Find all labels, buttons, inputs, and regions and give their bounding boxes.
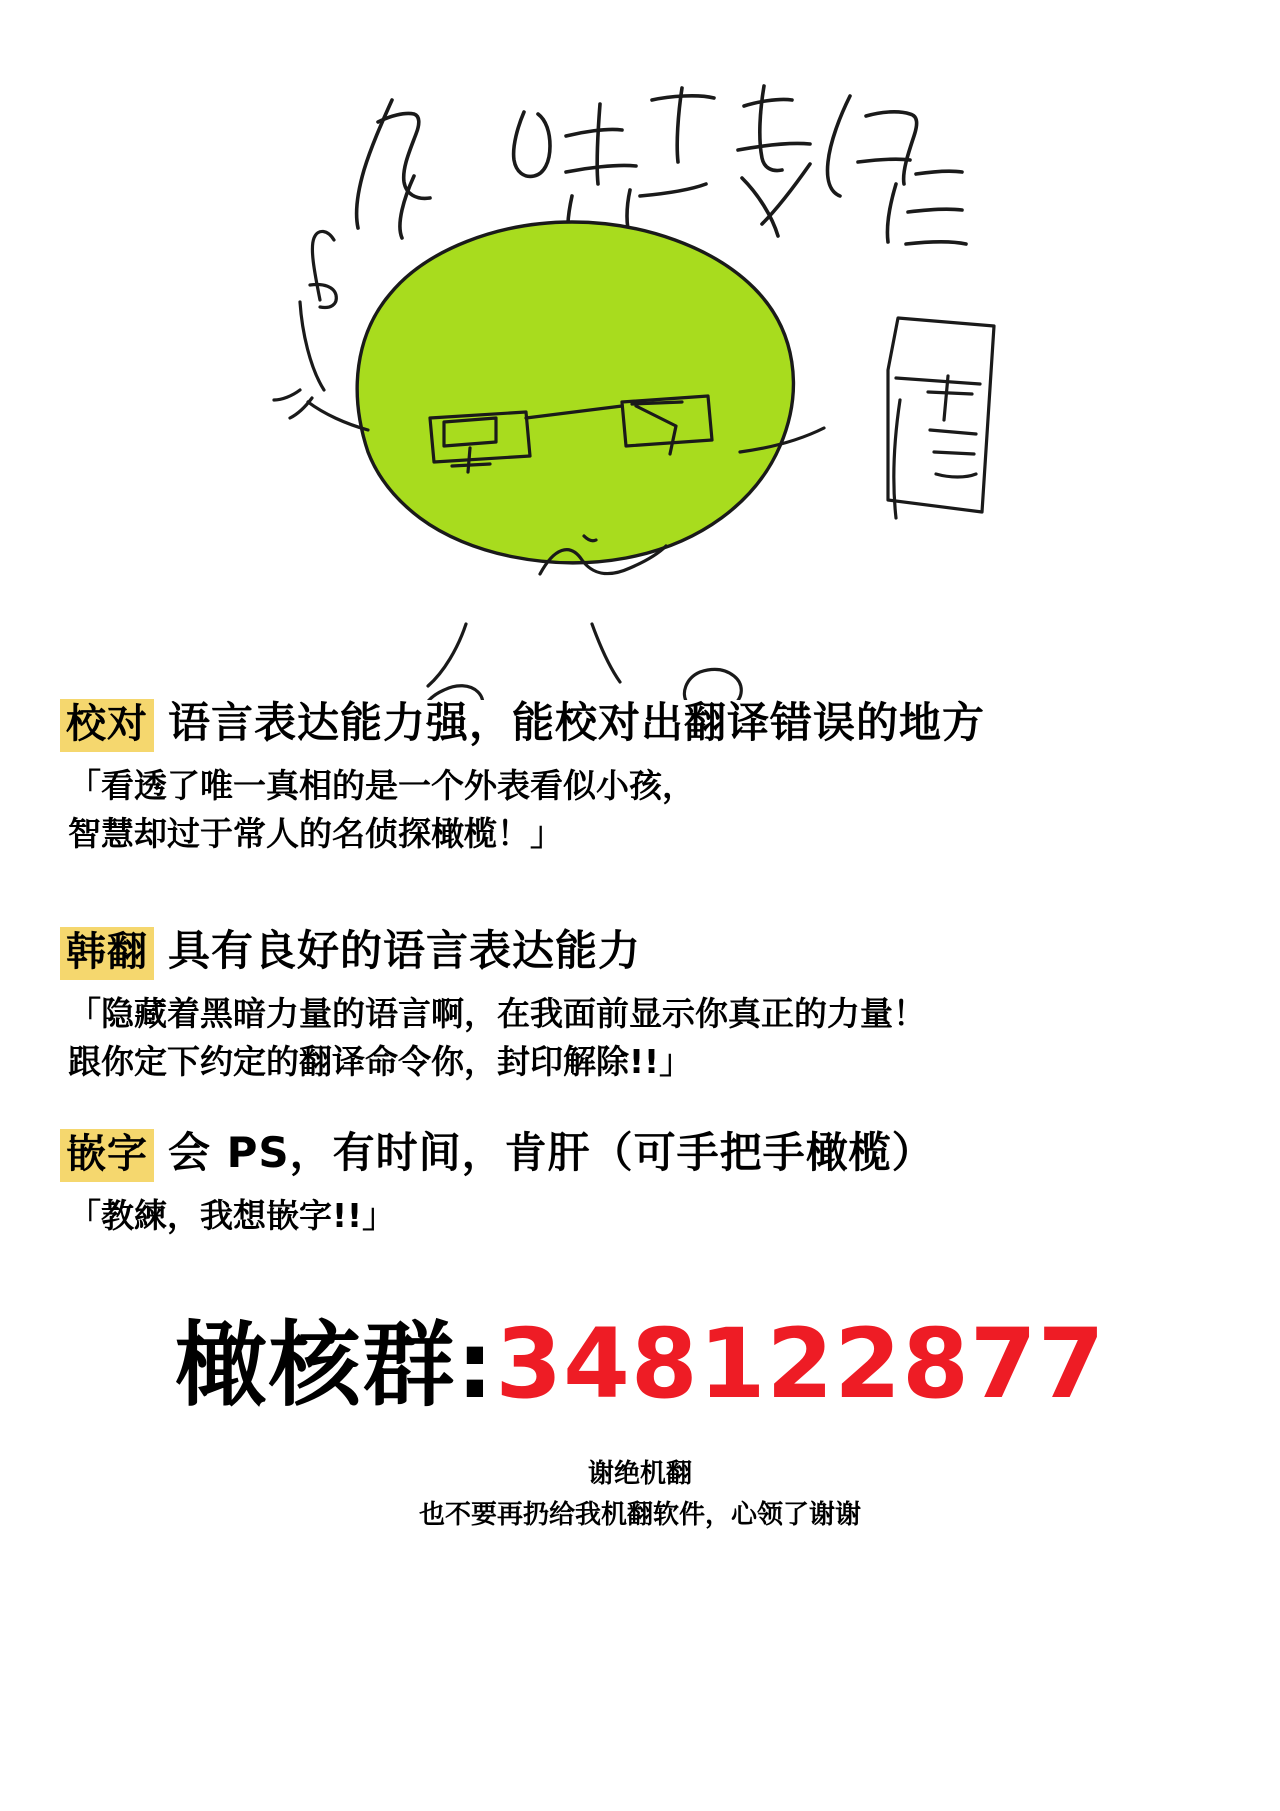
quote-line: 「教練，我想嵌字!!」 xyxy=(68,1195,396,1235)
qq-group-label: 橄核群: xyxy=(174,1311,496,1419)
section-tag: 校对 xyxy=(60,699,154,752)
recruitment-content xyxy=(0,690,1280,1537)
mascot-drawing xyxy=(0,0,1280,700)
spacer xyxy=(0,858,1280,918)
quote-line: 跟你定下约定的翻译命令你，封印解除!!」 xyxy=(68,1041,693,1081)
section-heading-row xyxy=(60,918,1220,980)
section-quote xyxy=(68,990,1220,1086)
section-tag: 韩翻 xyxy=(60,927,154,980)
section-heading-row xyxy=(60,690,1220,752)
sign-shape xyxy=(888,318,994,512)
section-korean-translation xyxy=(0,918,1280,1086)
section-heading-row xyxy=(60,1120,1220,1182)
body-shape xyxy=(357,222,793,563)
qq-group-number: 348122877 xyxy=(495,1307,1106,1420)
qq-group-line xyxy=(0,1292,1280,1424)
footer-line-2: 也不要再扔给我机翻软件，心领了谢谢 xyxy=(418,1500,861,1531)
quote-line: 「看透了唯一真相的是一个外表看似小孩， xyxy=(68,766,695,806)
section-proofreading xyxy=(0,690,1280,858)
illustration xyxy=(0,0,1280,700)
footer-note xyxy=(0,1454,1280,1537)
section-heading: 具有良好的语言表达能力 xyxy=(168,925,642,975)
leg-right xyxy=(592,624,620,682)
quote-line: 「隐藏着黑暗力量的语言啊，在我面前显示你真正的力量！ xyxy=(68,994,926,1034)
leg-left xyxy=(428,624,466,686)
quote-line: 智慧却过于常人的名侦探橄榄！」 xyxy=(68,814,563,854)
section-quote xyxy=(68,1192,1220,1240)
footer-line-1: 谢绝机翻 xyxy=(587,1458,692,1489)
section-tag: 嵌字 xyxy=(60,1129,154,1182)
section-heading: 语言表达能力强，能校对出翻译错误的地方 xyxy=(168,698,986,747)
section-typesetting xyxy=(0,1120,1280,1240)
section-heading: 会 PS，有时间，肯肝（可手把手橄榄） xyxy=(168,1127,935,1177)
handwritten-title-icon xyxy=(357,86,966,244)
spacer xyxy=(0,1086,1280,1120)
section-quote xyxy=(68,762,1220,858)
